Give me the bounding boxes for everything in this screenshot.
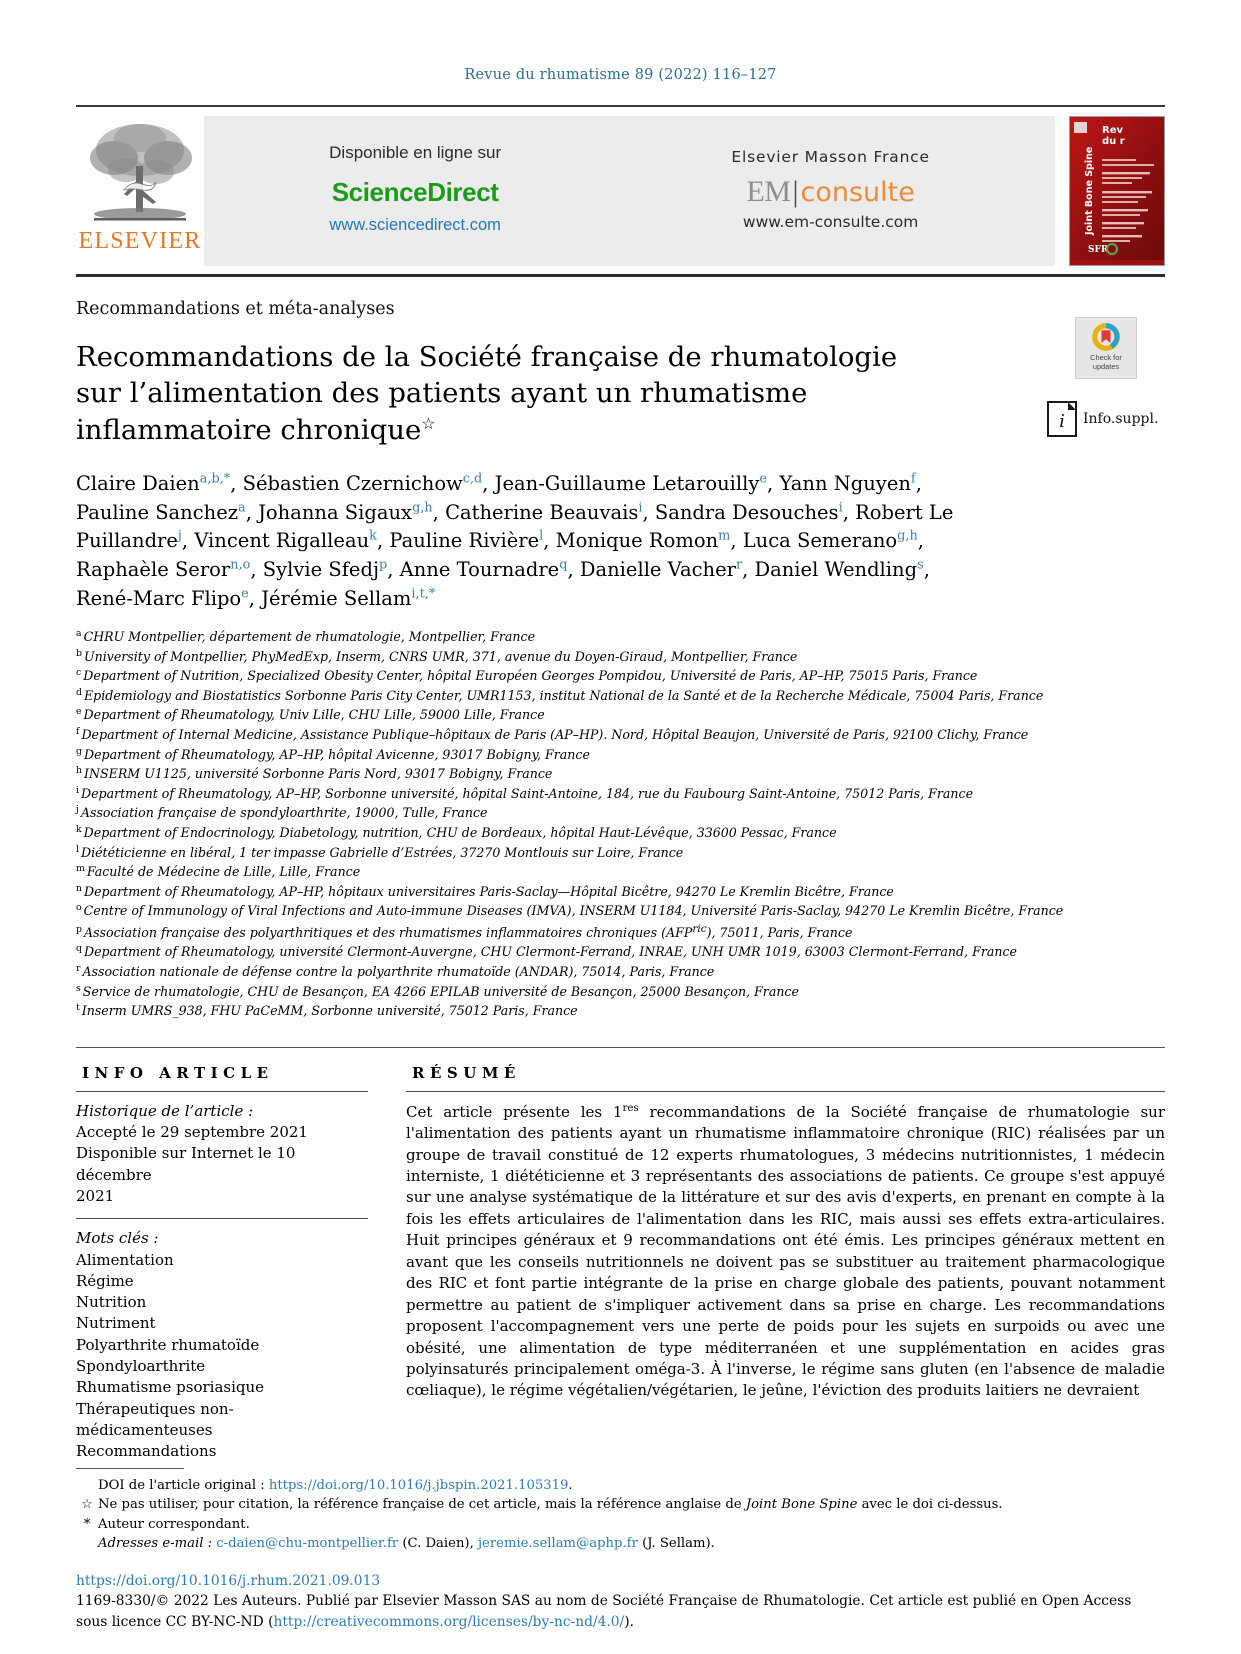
emconsulte-brand-left: EM [746, 174, 791, 208]
emconsulte-url[interactable]: www.em-consulte.com [742, 212, 919, 231]
affiliation-item: $^o$ Centre of Immunology of Viral Infections and Auto-immune Diseases (IMVA), INSERM U1184, Université Paris-Saclay, 94270 Le Kremlin Bicêtre, France [76, 902, 1064, 919]
keyword-item: Spondyloarthrite [76, 1357, 206, 1375]
affiliation-marker: l [76, 843, 79, 855]
affiliation-marker: t [76, 1002, 80, 1014]
title-footnote-marker: ☆ [421, 413, 436, 433]
svg-text:SFR: SFR [1088, 245, 1109, 255]
affiliation-item: $^h$ INSERM U1125, université Sorbonne Paris Nord, 93017 Bobigny, France [76, 765, 553, 782]
affiliation-marker: o [76, 902, 82, 914]
article-history-label: Historique de l’article : [76, 1101, 254, 1120]
elsevier-wordmark: ELSEVIER [78, 228, 202, 254]
footnote-item [76, 1476, 1165, 1496]
footnote-marker: ☆ [81, 1497, 93, 1513]
footnote-item [76, 1495, 1165, 1515]
page-title [76, 339, 906, 448]
resume-text: Cet article présente les 1res recommandations de la Société française de rhumatologie sur l'alimentation des patients ayant un rhumatisme inflammatoire chronique (RIC) réalisées par un groupe de travail constitué de 12 experts rhumatologues, 3 médecins nutritionnistes, 1 médecin interniste, 1 diététicienne et 3 représentants des associations de patients. Ce groupe s'est appuyé sur une analyse systématique de la littérature et sur des avis d'experts, en prenant en compte à la fois les effets articulaires de l'alimentation dans les RIC, mais aussi ses effets extra-articulaires. Huit principes généraux et 9 recommandations ont été émis. Les principes généraux mettent en avant que les conseils nutritionnels ne doivent pas se substituer au traitement pharmacologique des RIC et font partie intégrante de la prise en charge globale des patients, pouvant notamment permettre au patient de s'impliquer activement dans sa prise en charge. Les recommandations proposent l'accompagnement vers une perte de poids pour les sujets en surpoids ou avec une obésité, une alimentation de type méditerranéen et une supplémentation en acides gras polyinsaturés principalement oméga-3. À l'inverse, le régime sans gluten (en l'absence de maladie cœliaque), le régime végétalien/végétarien, le jeûne, l'éviction des produits laitiers ne devraient [406, 1102, 1165, 1400]
affiliation-marker: s [76, 982, 81, 994]
keyword-item: Régime [76, 1271, 134, 1290]
affiliation-item: $^f$ Department of Internal Medicine, Assistance Publique–hôpitaux de Paris (AP–HP). Nord, Hôpital Beaujon, Université de Paris, 92100 Clichy, France [76, 726, 1029, 743]
affiliation-marker: c [76, 667, 82, 679]
crossmark-label-line1: Check for [1090, 353, 1122, 362]
footnote-marker: * [83, 1516, 91, 1532]
affiliation-item: $^s$ Service de rhumatologie, CHU de Besançon, EA 4266 EPILAB université de Besançon, 25000 Besançon, France [76, 982, 799, 999]
affiliation-marker: h [76, 765, 82, 777]
affiliation-item: $^d$ Epidemiology and Biostatistics Sorbonne Paris City Center, UMR1153, institut National de la Santé et de la Recherche Médicale, 75004 Paris, France [76, 686, 1044, 704]
keyword-item: Alimentation [76, 1250, 174, 1269]
available-online-label: Disponible en ligne sur [329, 143, 502, 162]
document-info-icon [1047, 401, 1077, 437]
sciencedirect-url[interactable]: www.sciencedirect.com [329, 216, 501, 234]
sciencedirect-block [329, 143, 501, 235]
emconsulte-brand-right: consulte [800, 176, 915, 208]
keyword-item: Rhumatisme psoriasique [76, 1378, 265, 1397]
affiliation-item: $^i$ Department of Rheumatology, AP–HP, Sorbonne université, hôpital Saint-Antoine, 184, rue du Faubourg Saint-Antoine, 75012 Paris, France [76, 784, 974, 801]
affiliation-item: $^m$ Faculté de Médecine de Lille, Lille, France [76, 863, 361, 880]
info-article-heading: INFO ARTICLE [82, 1063, 274, 1082]
crossmark-label [1090, 354, 1122, 371]
crossmark-label-line2: updates [1092, 361, 1120, 371]
affiliation-item: $^n$ Department of Rheumatology, AP–HP, hôpitaux universitaires Paris-Saclay—Hôpital Bicêtre, 94270 Le Kremlin Bicêtre, France [76, 882, 894, 899]
banner-grey-band [204, 116, 1055, 266]
affiliation-marker: e [76, 706, 82, 718]
svg-text:Joint Bone Spine: Joint Bone Spine [1084, 146, 1095, 235]
footnotes-block [76, 1468, 1165, 1554]
affiliation-marker: k [76, 823, 82, 835]
affiliation-item: $^j$ Association française de spondyloarthrite, 19000, Tulle, France [76, 804, 488, 821]
badge-column [1047, 317, 1165, 437]
author-list: Claire Daien$^{a,b,*}$, Sébastien Czernichow$^{c,d}$, Jean-Guillaume Letarouilly$^e$, Yann Nguyen$^f$, Pauline Sanchez$^a$, Johanna Sigaux$^{g,h}$, Catherine Beauvais$^i$, Sandra Desouches$^i$, Robert Le Puillandre$^j$, Vincent Rigalleau$^k$, Pauline Rivière$^l$, Monique Romon$^m$, Luca Semerano$^{g,h}$, Raphaèle Seror$^{n,o}$, Sylvie Sfedj$^p$, Anne Tournadre$^q$, Danielle Vacher$^r$, Daniel Wendling$^s$, René-Marc Flipo$^e$, Jérémie Sellam$^{i,t,*}$ [76, 471, 954, 610]
footnote-text: Ne pas utiliser, pour citation, la référence française de cet article, mais la référence anglaise de Joint Bone Spine avec le doi ci-dessus. [98, 1497, 1003, 1513]
affiliation-item: $^g$ Department of Rheumatology, AP–HP, hôpital Avicenne, 93017 Bobigny, France [76, 745, 590, 762]
emconsulte-divider: | [792, 174, 799, 208]
affiliation-item: $^b$ University of Montpellier, PhyMedExp, Inserm, CNRS UMR, 371, avenue du Doyen-Giraud, Montpellier, France [76, 647, 798, 664]
footnote-item [76, 1534, 1165, 1554]
footnote-separator-rule [76, 1468, 184, 1469]
emconsulte-logo [731, 174, 929, 208]
article-title-text: Recommandations de la Société française de rhumatologie sur l’alimentation des patients ayant un rhumatisme inflammatoire chronique [76, 341, 898, 446]
article-history-lines [76, 1122, 368, 1207]
footnote-marker [76, 1534, 98, 1554]
affiliation-marker: f [76, 726, 80, 738]
running-head: Revue du rhumatisme 89 (2022) 116–127 [464, 67, 777, 83]
footnote-lines [76, 1476, 1165, 1554]
affiliation-item: $^l$ Diététicienne en libéral, 1 ter impasse Gabrielle d’Estrées, 37270 Montlouis sur Loire, France [76, 843, 684, 860]
affiliation-marker: a [76, 628, 82, 640]
elsevier-masson-label: Elsevier Masson France [731, 147, 930, 166]
resume-heading: RÉSUMÉ [412, 1063, 521, 1082]
affiliation-item: $^k$ Department of Endocrinology, Diabetology, nutrition, CHU de Bordeaux, hôpital Haut-Lévêque, 33600 Pessac, France [76, 823, 837, 841]
svg-text:Rev: Rev [1102, 125, 1124, 136]
resume-column [406, 1048, 1165, 1463]
journal-cover-thumbnail [1069, 116, 1165, 266]
affiliation-marker: i [76, 784, 79, 796]
affiliation-item: $^e$ Department of Rheumatology, Univ Lille, CHU Lille, 59000 Lille, France [76, 706, 545, 723]
affiliation-marker: d [76, 686, 82, 698]
svg-text:i: i [1059, 411, 1065, 432]
keyword-item: Nutriment [76, 1314, 156, 1333]
keyword-item: Recommandations [76, 1442, 217, 1461]
sciencedirect-brand: ScienceDirect [331, 177, 499, 207]
footnote-item [76, 1515, 1165, 1535]
affiliation-marker: g [76, 745, 82, 757]
section-label: Recommandations et méta-analyses [76, 299, 395, 319]
elsevier-logo [76, 116, 204, 266]
emconsulte-block [731, 148, 929, 231]
affiliation-item: $^p$ Association française des polyarthritiques et des rhumatismes inflammatoires chroniques $(AFP^{ric})$, 75011, Paris, France [76, 922, 853, 941]
keyword-item: Nutrition [76, 1293, 147, 1312]
article-history-line: 2021 [76, 1186, 115, 1205]
crossmark-check-for-updates-button[interactable] [1075, 317, 1137, 379]
copyright-line: 1169-8330/© 2022 Les Auteurs. Publié par Elsevier Masson SAS au nom de Société Française de Rhumatologie. Cet article est publié en Open Access sous licence CC BY-NC-ND (http://creativecommons.org/licenses/by-nc-nd/4.0/). [76, 1593, 1132, 1630]
keywords-label: Mots clés : [76, 1229, 159, 1248]
affiliation-marker: m [76, 863, 85, 875]
affiliation-list [76, 627, 1165, 1021]
crossmark-icon [1091, 322, 1121, 352]
journal-cover-art [1070, 117, 1164, 260]
affiliation-marker: r [76, 963, 81, 974]
keywords-block [76, 1219, 368, 1462]
info-suppl-row[interactable] [1047, 401, 1165, 437]
affiliation-item: $^a$ CHRU Montpellier, département de rhumatologie, Montpellier, France [76, 628, 536, 645]
footnote-text: Adresses e-mail : c-daien@chu-montpellier.fr (C. Daien), jeremie.sellam@aphp.fr (J. Sellam). [98, 1536, 715, 1552]
article-history-line: Accepté le 29 septembre 2021 [76, 1123, 308, 1142]
affiliation-marker: j [76, 804, 79, 816]
publisher-banner [76, 105, 1165, 266]
info-article-column [76, 1048, 368, 1463]
article-doi-link[interactable]: https://doi.org/10.1016/j.rhum.2021.09.013 [76, 1572, 381, 1589]
affiliation-item: $^c$ Department of Nutrition, Specialized Obesity Center, hôpital Européen Georges Pompidou, Université de Paris, AP–HP, 75015 Paris, France [76, 667, 978, 684]
footnote-text: DOI de l'article original : https://doi.org/10.1016/j.jbspin.2021.105319. [98, 1477, 573, 1493]
affiliation-marker: b [76, 647, 82, 659]
license-block [76, 1571, 1165, 1632]
article-history-line: Disponible sur Internet le 10 décembre [76, 1144, 296, 1184]
banner-bottom-rule [76, 274, 1165, 277]
info-resume-columns [76, 1048, 1165, 1463]
article-history-block [76, 1092, 368, 1218]
footnote-text: Auteur correspondant. [98, 1516, 250, 1532]
info-suppl-label: Info.suppl. [1083, 411, 1159, 427]
footnote-marker [76, 1476, 98, 1496]
affiliation-item: $^t$ Inserm UMRS_938, FHU PaCeMM, Sorbonne université, 75012 Paris, France [76, 1002, 578, 1019]
affiliation-marker: q [76, 943, 82, 955]
affiliation-marker: n [76, 882, 82, 894]
elsevier-tree-icon [80, 118, 200, 230]
affiliation-item: $^q$ Department of Rheumatology, université Clermont-Auvergne, CHU Clermont-Ferrand, INRAE, UNH UMR 1019, 63003 Clermont-Ferrand, France [76, 943, 1017, 960]
keyword-item: Thérapeutiques non-médicamenteuses [76, 1399, 234, 1439]
affiliation-marker: p [76, 923, 82, 935]
keywords-list [76, 1250, 368, 1463]
keyword-item: Polyarthrite rhumatoïde [76, 1335, 260, 1354]
affiliation-item: $^r$ Association nationale de défense contre la polyarthrite rhumatoïde (ANDAR), 75014, Paris, France [76, 963, 715, 980]
svg-text:du r: du r [1102, 136, 1125, 147]
